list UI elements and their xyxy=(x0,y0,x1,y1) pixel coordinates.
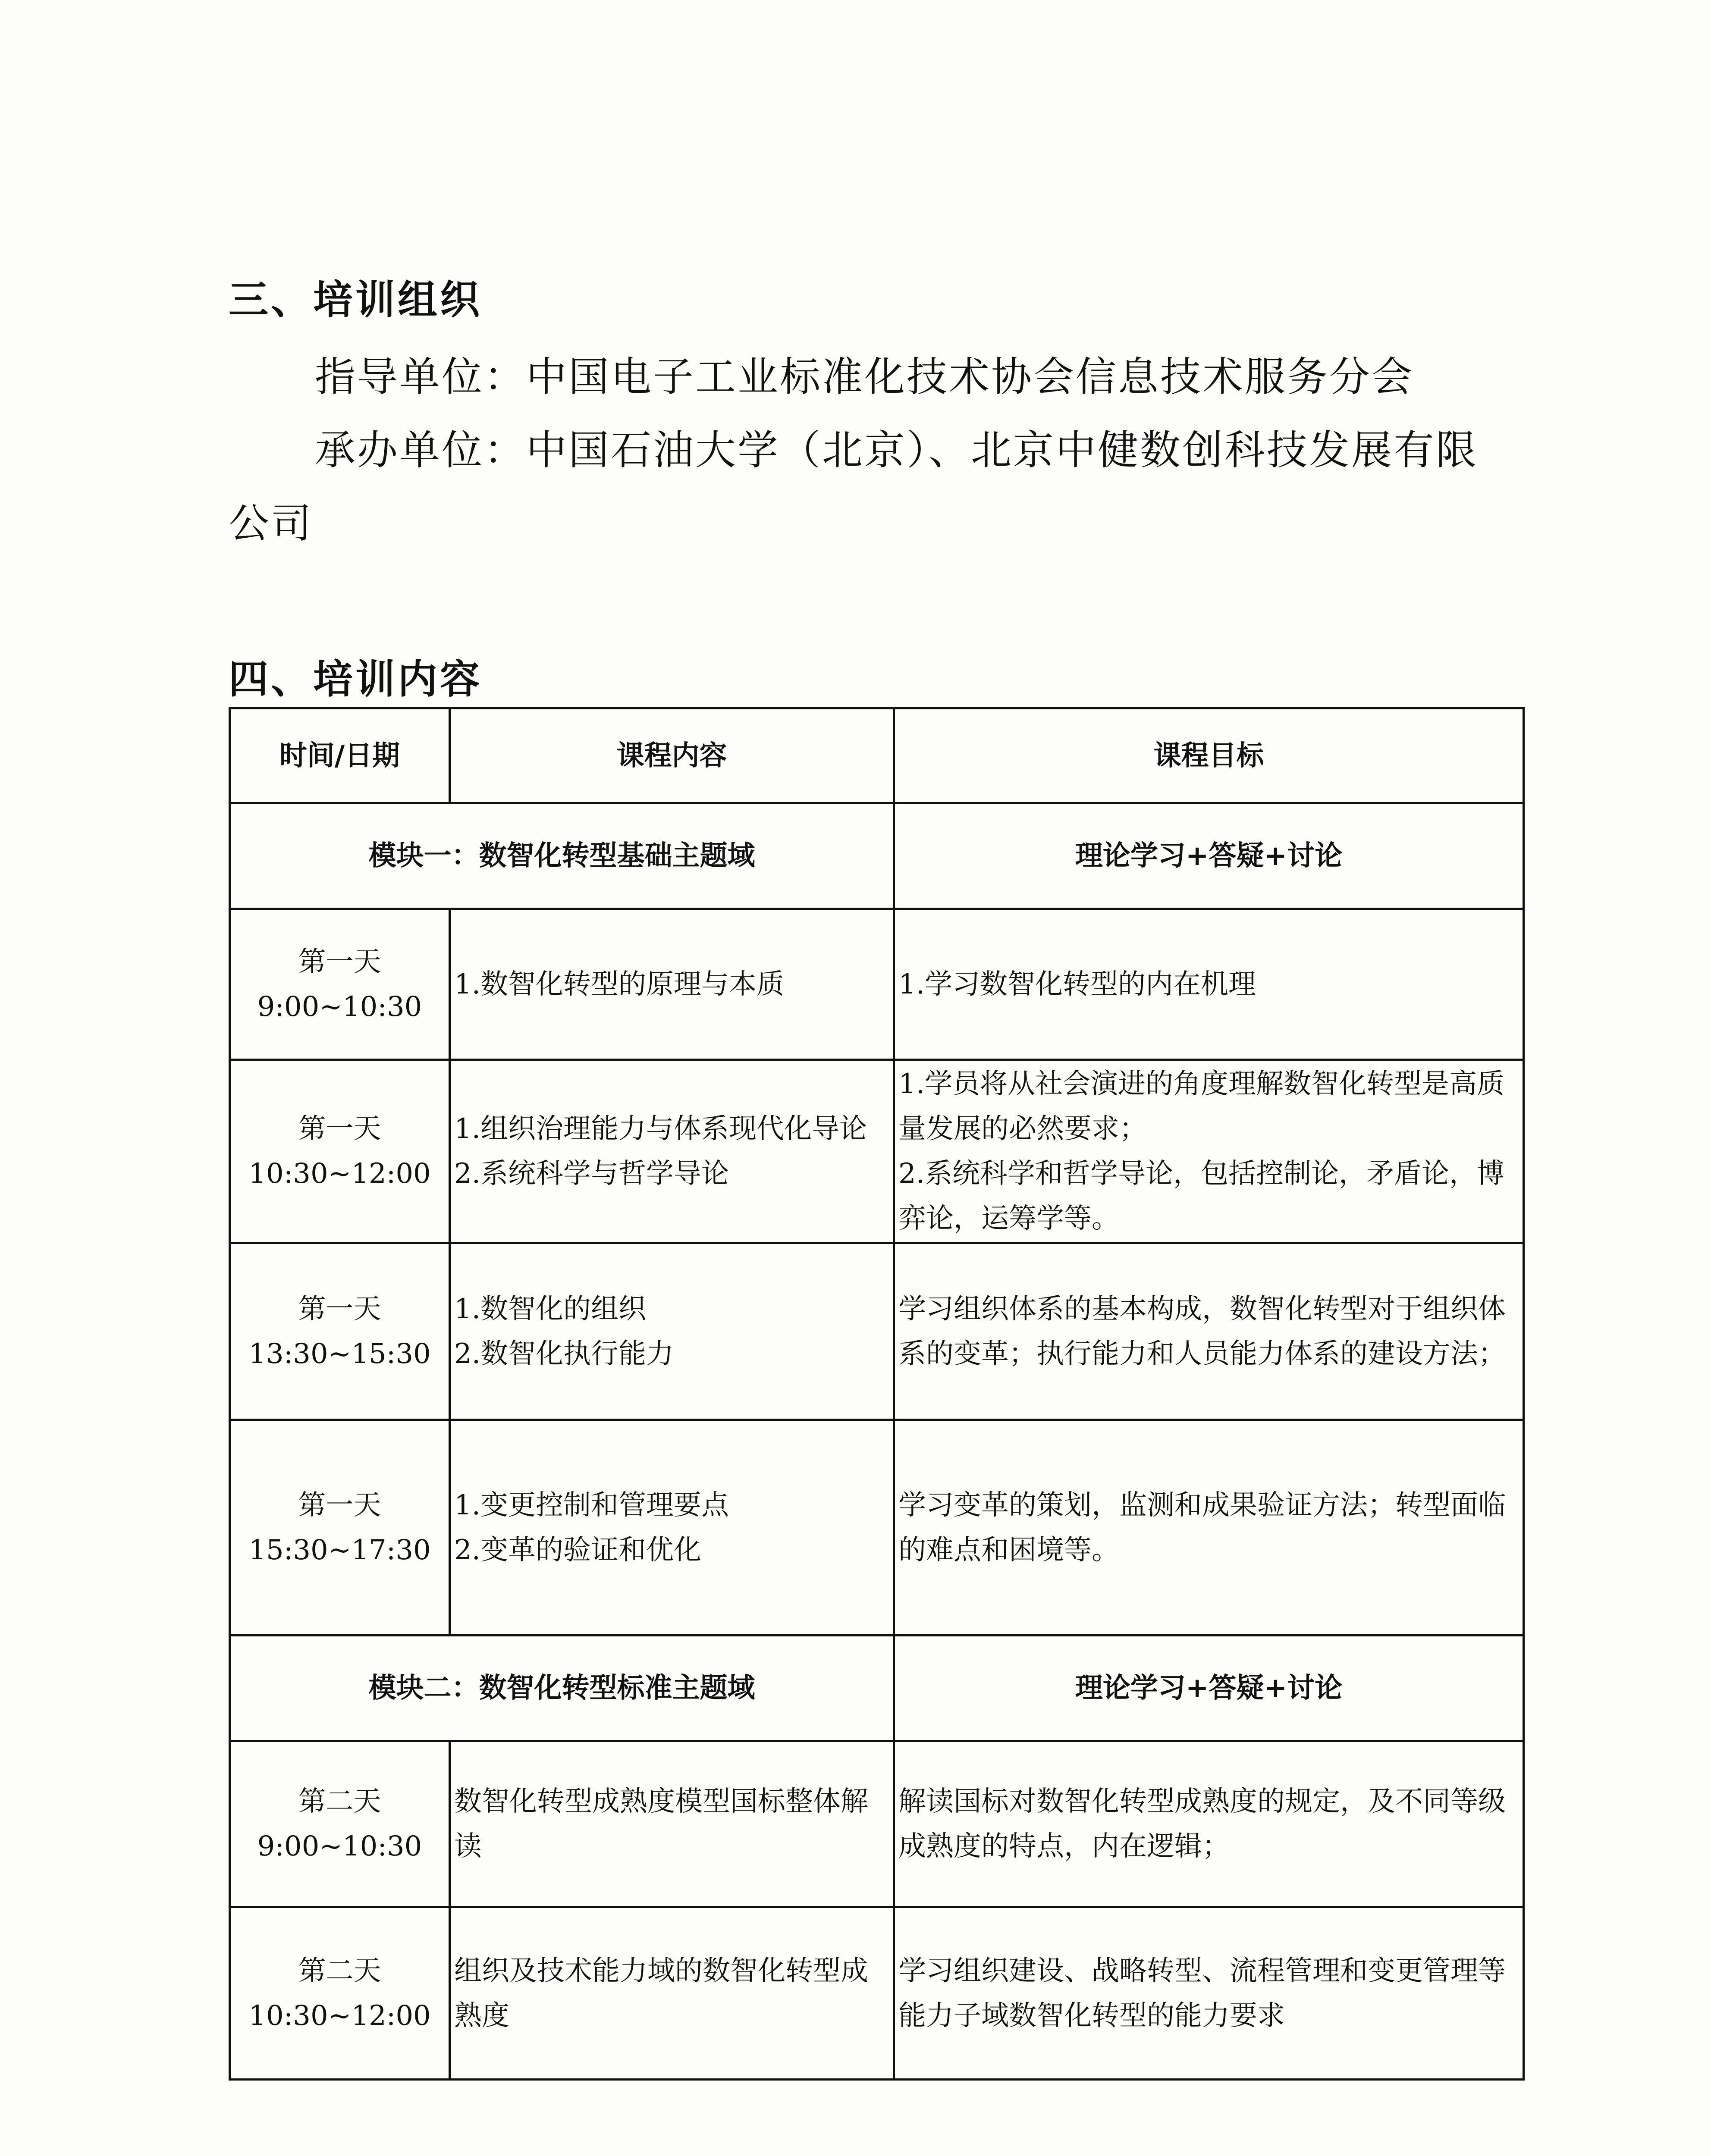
table-row xyxy=(230,1243,1524,1420)
session-day: 第一天 xyxy=(298,1489,381,1521)
session-time: 15:30~17:30 xyxy=(248,1534,431,1566)
section-3-heading: 三、培训组织 xyxy=(229,277,483,323)
table-row xyxy=(230,1420,1524,1636)
session-time-cell xyxy=(230,1243,450,1420)
host-unit-paragraph xyxy=(229,414,1518,561)
course-content-item: 1.组织治理能力与体系现代化导论 xyxy=(454,1113,867,1145)
course-goal-item: 学习组织体系的基本构成，数智化转型对于组织体系的变革；执行能力和人员能力体系的建设方法； xyxy=(898,1293,1506,1370)
course-goal-item: 解读国标对数智化转型成熟度的规定，及不同等级成熟度的特点，内在逻辑； xyxy=(898,1786,1506,1862)
course-content-item: 数智化转型成熟度模型国标整体解读 xyxy=(454,1786,868,1862)
guide-unit-text: 指导单位：中国电子工业标准化技术协会信息技术服务分会 xyxy=(315,354,1414,401)
course-content-item: 2.系统科学与哲学导论 xyxy=(454,1158,729,1190)
table-row xyxy=(230,1907,1524,2080)
course-content-item: 2.数智化执行能力 xyxy=(454,1338,674,1370)
guide-unit-paragraph xyxy=(229,341,1518,414)
header-course-goal: 课程目标 xyxy=(894,708,1524,803)
session-day: 第二天 xyxy=(298,1955,381,1987)
module-row xyxy=(230,1636,1524,1741)
host-unit-text: 承办单位：中国石油大学（北京）、北京中健数创科技发展有限公司 xyxy=(229,427,1479,547)
course-goal-cell xyxy=(894,1243,1524,1420)
course-content-cell xyxy=(450,1907,894,2080)
header-time-date: 时间/日期 xyxy=(230,708,450,803)
section-4-heading: 四、培训内容 xyxy=(229,656,483,702)
session-day: 第一天 xyxy=(298,1293,381,1325)
session-time: 13:30~15:30 xyxy=(248,1338,431,1370)
module-method: 理论学习+答疑+讨论 xyxy=(894,803,1524,909)
course-goal-cell xyxy=(894,1907,1524,2080)
session-time: 10:30~12:00 xyxy=(248,1158,431,1190)
session-time: 10:30~12:00 xyxy=(248,1999,431,2032)
course-content-cell xyxy=(450,1060,894,1243)
session-day: 第二天 xyxy=(298,1786,381,1818)
course-content-cell xyxy=(450,909,894,1060)
header-course-content: 课程内容 xyxy=(450,708,894,803)
module-title: 模块二：数智化转型标准主题域 xyxy=(230,1636,894,1741)
course-goal-item: 1.学员将从社会演进的角度理解数智化转型是高质量发展的必然要求； xyxy=(898,1068,1505,1145)
course-goal-item: 学习组织建设、战略转型、流程管理和变更管理等能力子域数智化转型的能力要求 xyxy=(898,1955,1506,2032)
training-schedule-table xyxy=(229,707,1525,2081)
module-title: 模块一：数智化转型基础主题域 xyxy=(230,803,894,909)
course-content-item: 1.数智化的组织 xyxy=(454,1293,647,1325)
course-goal-cell xyxy=(894,1420,1524,1636)
table-header-row xyxy=(230,708,1524,803)
table-row xyxy=(230,1741,1524,1907)
course-goal-cell xyxy=(894,1741,1524,1907)
session-time: 9:00~10:30 xyxy=(257,1830,422,1862)
course-goal-cell xyxy=(894,909,1524,1060)
course-content-cell xyxy=(450,1243,894,1420)
course-content-item: 2.变革的验证和优化 xyxy=(454,1534,702,1566)
course-content-cell xyxy=(450,1420,894,1636)
session-time: 9:00~10:30 xyxy=(257,990,422,1023)
session-day: 第一天 xyxy=(298,1113,381,1145)
course-goal-item: 学习变革的策划，监测和成果验证方法；转型面临的难点和困境等。 xyxy=(898,1489,1506,1566)
course-goal-item: 2.系统科学和哲学导论，包括控制论，矛盾论，博弈论，运筹学等。 xyxy=(898,1158,1505,1235)
course-goal-item: 1.学习数智化转型的内在机理 xyxy=(898,968,1256,1000)
session-time-cell xyxy=(230,1420,450,1636)
session-time-cell xyxy=(230,1060,450,1243)
session-day: 第一天 xyxy=(298,946,381,978)
course-content-cell xyxy=(450,1741,894,1907)
course-goal-cell xyxy=(894,1060,1524,1243)
module-row xyxy=(230,803,1524,909)
table-row xyxy=(230,909,1524,1060)
session-time-cell xyxy=(230,909,450,1060)
module-method: 理论学习+答疑+讨论 xyxy=(894,1636,1524,1741)
course-content-item: 1.数智化转型的原理与本质 xyxy=(454,968,785,1000)
session-time-cell xyxy=(230,1741,450,1907)
course-content-item: 组织及技术能力域的数智化转型成熟度 xyxy=(454,1955,868,2032)
course-content-item: 1.变更控制和管理要点 xyxy=(454,1489,729,1521)
table-row xyxy=(230,1060,1524,1243)
session-time-cell xyxy=(230,1907,450,2080)
